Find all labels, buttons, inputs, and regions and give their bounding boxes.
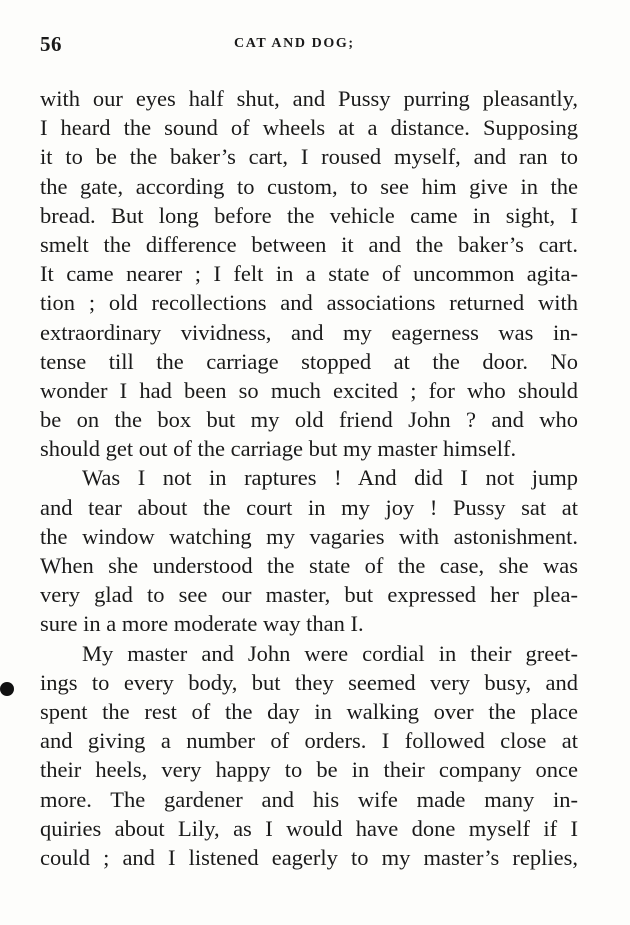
page-header <box>40 32 580 62</box>
text-line: bread. But long before the vehicle came in sight, I <box>40 202 578 228</box>
text-line: should get out of the carriage but my master himself. <box>40 436 517 462</box>
text-line: It came nearer ; I felt in a state of uncommon agita- <box>40 261 578 287</box>
text-line: quiries about Lily, as I would have done myself if I <box>40 815 578 841</box>
text-line: When she understood the state of the case, she was <box>40 553 578 578</box>
text-line: wonder I had been so much excited ; for who should <box>40 377 578 403</box>
running-title: CAT AND DOG; <box>234 36 355 51</box>
text-line: tion ; old recollections and associations returned with <box>40 290 578 316</box>
text-line: and tear about the court in my joy ! Pussy sat at <box>40 494 578 520</box>
text-line: their heels, very happy to be in their company once <box>40 757 578 783</box>
text-line: with our eyes half shut, and Pussy purring pleasantly, <box>40 86 578 111</box>
text-line: be on the box but my old friend John ? and who <box>40 407 578 433</box>
text-line: it to be the baker’s cart, I roused myself, and ran to <box>40 144 578 170</box>
body-text <box>40 84 578 872</box>
text-line: more. The gardener and his wife made many in- <box>40 786 578 812</box>
text-line: and giving a number of orders. I followed close at <box>40 728 578 754</box>
text-line: ings to every body, but they seemed very busy, and <box>40 669 578 695</box>
page-number: 56 <box>40 32 62 56</box>
text-line: the gate, according to custom, to see him give in the <box>40 173 578 199</box>
text-line: I heard the sound of wheels at a distance. Supposing <box>40 115 578 141</box>
text-line: tense till the carriage stopped at the door. No <box>40 348 578 374</box>
text-line: Was I not in raptures ! And did I not jump <box>82 465 578 491</box>
text-line: sure in a more moderate way than I. <box>40 611 364 637</box>
text-line: extraordinary vividness, and my eagerness was in- <box>40 319 578 345</box>
text-line: smelt the difference between it and the baker’s cart. <box>40 231 578 257</box>
text-line: My master and John were cordial in their greet- <box>82 640 578 666</box>
text-line: very glad to see our master, but expressed her plea- <box>40 582 578 608</box>
text-line: could ; and I listened eagerly to my master’s replies, <box>40 844 578 870</box>
ink-speck <box>0 682 14 696</box>
text-line: the window watching my vagaries with astonishment. <box>40 523 578 549</box>
text-line: spent the rest of the day in walking over the place <box>40 698 578 724</box>
